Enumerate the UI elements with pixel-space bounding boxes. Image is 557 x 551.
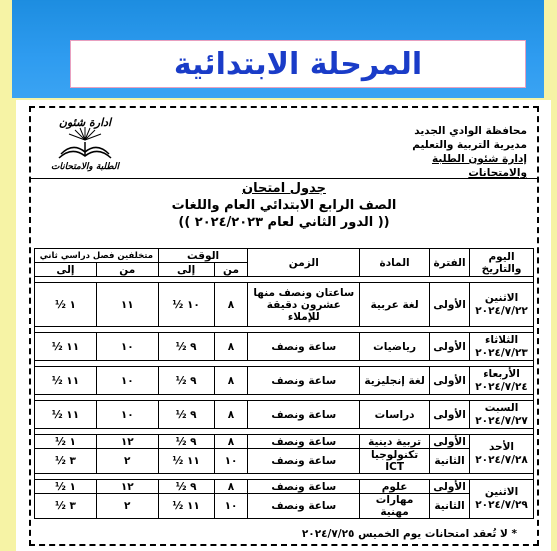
table-row bbox=[35, 480, 534, 494]
stage-title: المرحلة الابتدائية bbox=[173, 46, 423, 82]
subject-cell: تكنولوجيا ICT bbox=[360, 449, 430, 474]
exam-title-block bbox=[91, 180, 477, 231]
period-cell: الأولى bbox=[430, 480, 470, 494]
from-cell: ٨ bbox=[214, 333, 248, 361]
to2-cell: ١١ ½ bbox=[35, 333, 97, 361]
from-cell: ١٠ bbox=[214, 449, 248, 474]
period-cell: الأولى bbox=[430, 401, 470, 429]
from-cell: ٨ bbox=[214, 435, 248, 449]
to-cell: ٩ ½ bbox=[158, 401, 214, 429]
table-row bbox=[35, 283, 534, 327]
exam-schedule-table bbox=[34, 248, 534, 519]
schedule-sheet bbox=[29, 106, 539, 546]
table-row bbox=[35, 333, 534, 361]
from-cell: ٨ bbox=[214, 480, 248, 494]
from-cell: ٨ bbox=[214, 367, 248, 395]
from2-cell: ٢ bbox=[96, 494, 158, 519]
from2-cell: ٢ bbox=[96, 449, 158, 474]
subject-cell: علوم bbox=[360, 480, 430, 494]
from2-cell: ١٢ bbox=[96, 480, 158, 494]
to2-cell: ٣ ½ bbox=[35, 449, 97, 474]
header-to2: إلى bbox=[35, 263, 97, 277]
to-cell: ٩ ½ bbox=[158, 435, 214, 449]
from-cell: ٨ bbox=[214, 401, 248, 429]
to2-cell: ١ ½ bbox=[35, 435, 97, 449]
day-cell: الأحد ٢٠٢٤/٧/٢٨ bbox=[470, 435, 534, 474]
to2-cell: ١١ ½ bbox=[35, 401, 97, 429]
duration-cell: ساعة ونصف bbox=[248, 333, 360, 361]
to2-cell: ٣ ½ bbox=[35, 494, 97, 519]
duration-cell: ساعة ونصف bbox=[248, 367, 360, 395]
subject-cell: رياضيات bbox=[360, 333, 430, 361]
period-cell: الأولى bbox=[430, 283, 470, 327]
header-divider bbox=[31, 178, 537, 179]
from-cell: ٨ bbox=[214, 283, 248, 327]
document-page bbox=[16, 100, 551, 551]
table-row bbox=[35, 435, 534, 449]
day-cell: الاثنين ٢٠٢٤/٧/٢٢ bbox=[470, 283, 534, 327]
period-cell: الأولى bbox=[430, 435, 470, 449]
from2-cell: ١٠ bbox=[96, 401, 158, 429]
duration-cell: ساعة ونصف bbox=[248, 401, 360, 429]
table-header-row bbox=[35, 249, 534, 263]
header-duration: الزمن bbox=[248, 249, 360, 277]
header-second-term: متخلفين فصل دراسي ثاني bbox=[35, 249, 159, 263]
subject-cell: تربية دينية bbox=[360, 435, 430, 449]
header-from: من bbox=[214, 263, 248, 277]
header-day: اليوم والتاريخ bbox=[470, 249, 534, 277]
day-cell: الاثنين ٢٠٢٤/٧/٢٩ bbox=[470, 480, 534, 519]
to-cell: ٩ ½ bbox=[158, 480, 214, 494]
duration-cell: ساعة ونصف bbox=[248, 449, 360, 474]
header-subject: المادة bbox=[360, 249, 430, 277]
logo-bottom-text: الطلبة والامتحانات bbox=[50, 162, 120, 172]
header-from2: من bbox=[96, 263, 158, 277]
session-title: (( الدور الثاني لعام ٢٠٢٤/٢٠٢٣ )) bbox=[178, 215, 390, 230]
header-time: الوقت bbox=[158, 249, 248, 263]
grade-title: الصف الرابع الابتدائي العام واللغات bbox=[171, 198, 397, 213]
logo-top-text: ادارة شئون bbox=[58, 116, 112, 129]
period-cell: الثانية bbox=[430, 494, 470, 519]
blue-banner bbox=[12, 0, 544, 98]
subject-cell: لغة إنجليزية bbox=[360, 367, 430, 395]
period-cell: الأولى bbox=[430, 367, 470, 395]
from-cell: ١٠ bbox=[214, 494, 248, 519]
exam-title: جدول امتحان bbox=[242, 181, 326, 196]
logo bbox=[39, 116, 131, 174]
duration-cell: ساعة ونصف bbox=[248, 494, 360, 519]
to-cell: ١٠ ½ bbox=[158, 283, 214, 327]
header-period: الفترة bbox=[430, 249, 470, 277]
to2-cell: ١ ½ bbox=[35, 480, 97, 494]
day-cell: السبت ٢٠٢٤/٧/٢٧ bbox=[470, 401, 534, 429]
duration-cell: ساعة ونصف bbox=[248, 435, 360, 449]
governorate-line: محافظة الوادي الجديد bbox=[414, 125, 527, 137]
day-cell: الأربعاء ٢٠٢٤/٧/٢٤ bbox=[470, 367, 534, 395]
authority-header bbox=[377, 124, 527, 180]
table-row bbox=[35, 494, 534, 519]
from2-cell: ١٢ bbox=[96, 435, 158, 449]
from2-cell: ١٠ bbox=[96, 367, 158, 395]
header-to: إلى bbox=[158, 263, 214, 277]
day-cell: الثلاثاء ٢٠٢٤/٧/٢٣ bbox=[470, 333, 534, 361]
period-cell: الثانية bbox=[430, 449, 470, 474]
from2-cell: ١١ bbox=[96, 283, 158, 327]
table-row bbox=[35, 401, 534, 429]
to-cell: ٩ ½ bbox=[158, 367, 214, 395]
subject-cell: لغة عربية bbox=[360, 283, 430, 327]
directorate-line: مديرية التربية والتعليم bbox=[412, 139, 527, 151]
subject-cell: مهارات مهنية bbox=[360, 494, 430, 519]
to-cell: ٩ ½ bbox=[158, 333, 214, 361]
to2-cell: ١١ ½ bbox=[35, 367, 97, 395]
subject-cell: دراسات bbox=[360, 401, 430, 429]
department-line: إدارة شئون الطلبة والامتحانات bbox=[431, 153, 527, 179]
duration-cell: ساعتان ونصف منها عشرون دقيقة للإملاء bbox=[248, 283, 360, 327]
to-cell: ١١ ½ bbox=[158, 494, 214, 519]
table-row bbox=[35, 367, 534, 395]
table-row bbox=[35, 449, 534, 474]
to-cell: ١١ ½ bbox=[158, 449, 214, 474]
stage-title-box bbox=[70, 40, 526, 88]
from2-cell: ١٠ bbox=[96, 333, 158, 361]
period-cell: الأولى bbox=[430, 333, 470, 361]
footnote: * لا تُعقد امتحانات يوم الخميس ٢٠٢٤/٧/٢٥ bbox=[301, 528, 517, 540]
to2-cell: ١ ½ bbox=[35, 283, 97, 327]
duration-cell: ساعة ونصف bbox=[248, 480, 360, 494]
